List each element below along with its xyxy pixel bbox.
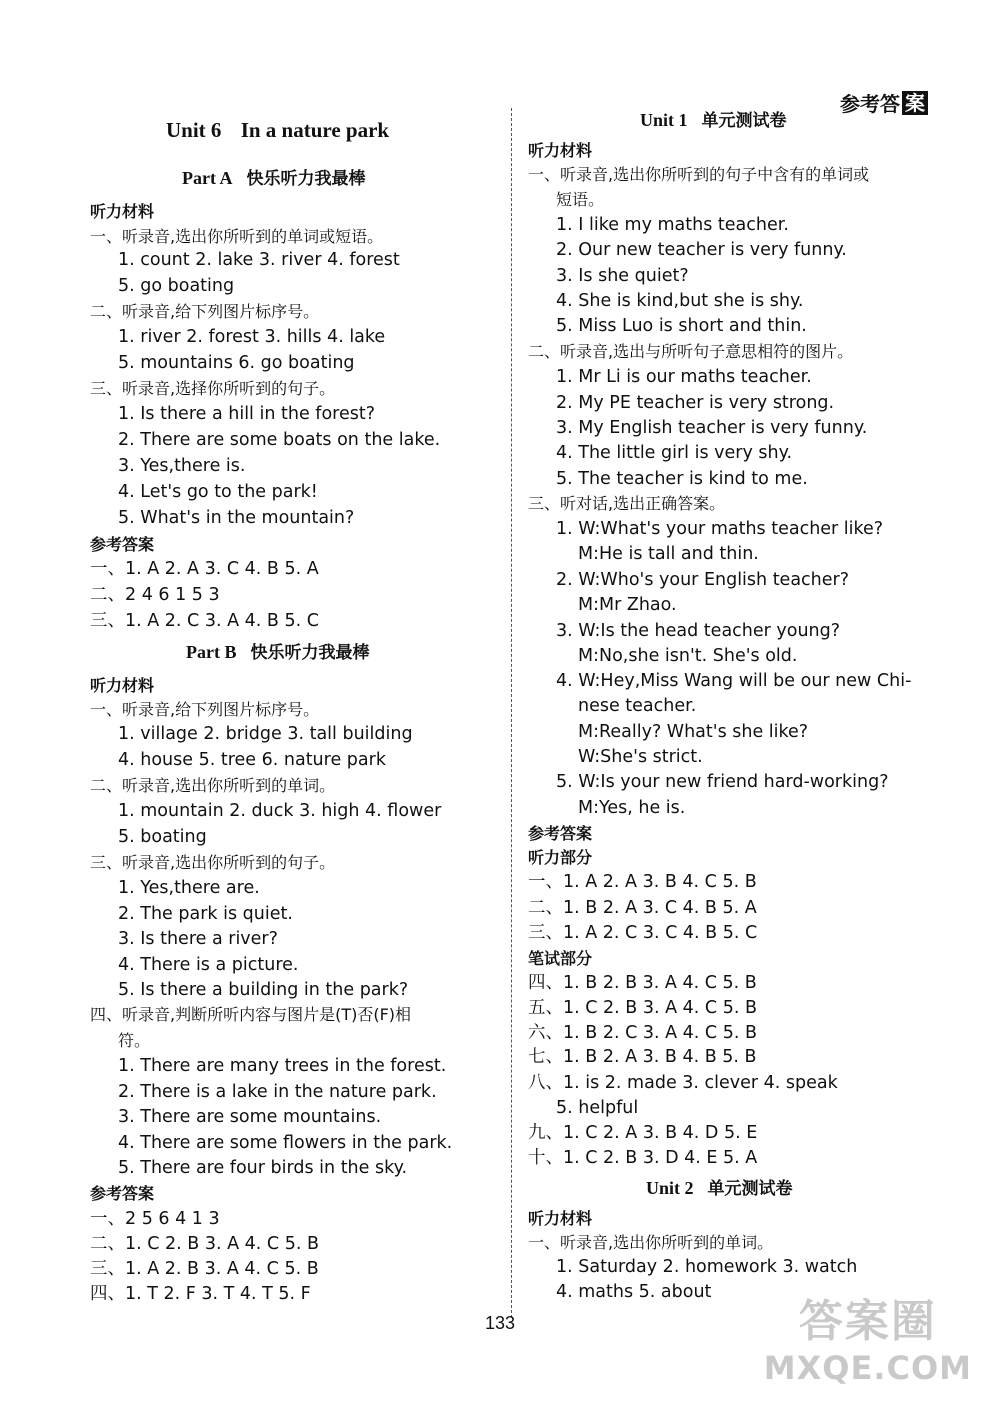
unit1-dialog-2: M:He is tall and thin. xyxy=(578,544,759,564)
unit1-dialog-9: M:Really? What's she like? xyxy=(578,722,809,742)
partB-answer2: 二、1. C 2. B 3. A 4. C 5. B xyxy=(90,1234,319,1254)
unit1-q2-line2: 2. My PE teacher is very strong. xyxy=(556,393,835,413)
unit1-answer3: 三、1. A 2. C 3. C 4. B 5. C xyxy=(528,923,758,943)
column-divider xyxy=(511,108,512,1318)
unit2-listening-label: 听力材料 xyxy=(528,1209,593,1228)
unit1-answer8: 八、1. is 2. made 3. clever 4. speak xyxy=(528,1073,838,1093)
unit1-answer5: 五、1. C 2. B 3. A 4. C 5. B xyxy=(528,998,757,1018)
partB-q1-line2: 4. house 5. tree 6. nature park xyxy=(118,750,386,770)
partB-q3-line3: 3. Is there a river? xyxy=(118,929,278,949)
unit1-dialog-4: M:Mr Zhao. xyxy=(578,595,677,615)
unit1-written-part-label: 笔试部分 xyxy=(528,949,593,968)
partB-q2: 二、听录音,选出你所听到的单词。 xyxy=(90,776,336,795)
partA-answer1: 一、1. A 2. A 3. C 4. B 5. A xyxy=(90,559,319,579)
unit1-dialog-7: 4. W:Hey,Miss Wang will be our new Chi- xyxy=(556,671,912,691)
partB-answers-label: 参考答案 xyxy=(90,1184,155,1203)
unit1-answer10: 十、1. C 2. B 3. D 4. E 5. A xyxy=(528,1148,758,1168)
unit2-q1: 一、听录音,选出你所听到的单词。 xyxy=(528,1233,774,1252)
partB-q4-line5: 5. There are four birds in the sky. xyxy=(118,1158,408,1178)
partA-answer2: 二、2 4 6 1 5 3 xyxy=(90,585,220,605)
unit1-heading xyxy=(640,108,787,133)
unit1-q1: 一、听录音,选出你所听到的句子中含有的单词或 xyxy=(528,165,870,184)
unit1-dialog-10: W:She's strict. xyxy=(578,747,703,767)
partB-q3-line1: 1. Yes,there are. xyxy=(118,878,260,898)
partA-listening-label: 听力材料 xyxy=(90,202,155,221)
unit2-heading-zh: 单元测试卷 xyxy=(707,1179,793,1199)
unit1-dialog-3: 2. W:Who's your English teacher? xyxy=(556,570,850,590)
partB-answer3: 三、1. A 2. B 3. A 4. C 5. B xyxy=(90,1259,319,1279)
partB-q1: 一、听录音,给下列图片标序号。 xyxy=(90,700,320,719)
partB-heading-en: Part B xyxy=(186,642,237,662)
partA-heading-en: Part A xyxy=(182,168,233,188)
unit6-title xyxy=(166,118,389,142)
partB-q4-line1: 1. There are many trees in the forest. xyxy=(118,1056,447,1076)
unit1-q1-line5: 5. Miss Luo is short and thin. xyxy=(556,316,807,336)
unit1-q2-line1: 1. Mr Li is our maths teacher. xyxy=(556,367,812,387)
unit2-heading xyxy=(646,1176,793,1201)
partA-heading-zh: 快乐听力我最棒 xyxy=(246,169,366,189)
unit1-q1-line3: 3. Is she quiet? xyxy=(556,266,689,286)
unit1-answers-label: 参考答案 xyxy=(528,824,593,843)
watermark xyxy=(764,1285,972,1387)
partB-heading-zh: 快乐听力我最棒 xyxy=(250,643,370,663)
watermark-logo: 答案圈 xyxy=(798,1296,937,1347)
partB-q4-cont: 符。 xyxy=(118,1031,151,1050)
unit2-heading-en: Unit 2 xyxy=(646,1178,694,1198)
partA-q3-line2: 2. There are some boats on the lake. xyxy=(118,430,441,450)
unit1-q1-line2: 2. Our new teacher is very funny. xyxy=(556,240,847,260)
partA-q3-line5: 5. What's in the mountain? xyxy=(118,508,355,528)
partA-q1: 一、听录音,选出你所听到的单词或短语。 xyxy=(90,227,384,246)
partB-q3-line5: 5. Is there a building in the park? xyxy=(118,980,409,1000)
unit1-q3: 三、听对话,选出正确答案。 xyxy=(528,494,726,513)
unit1-answer9: 九、1. C 2. A 3. B 4. D 5. E xyxy=(528,1123,758,1143)
partB-q2-line1: 1. mountain 2. duck 3. high 4. flower xyxy=(118,801,442,821)
unit1-q2-line5: 5. The teacher is kind to me. xyxy=(556,469,808,489)
partB-q4: 四、听录音,判断所听内容与图片是(T)否(F)相 xyxy=(90,1005,412,1024)
partA-q3-line4: 4. Let's go to the park! xyxy=(118,482,318,502)
unit1-answer6: 六、1. B 2. C 3. A 4. C 5. B xyxy=(528,1023,757,1043)
partB-q4-line3: 3. There are some mountains. xyxy=(118,1107,382,1127)
partB-q3: 三、听录音,选出你所听到的句子。 xyxy=(90,853,336,872)
unit1-heading-zh: 单元测试卷 xyxy=(701,111,787,131)
unit1-listening-label: 听力材料 xyxy=(528,141,593,160)
partA-q2-line1: 1. river 2. forest 3. hills 4. lake xyxy=(118,327,386,347)
partB-q4-line2: 2. There is a lake in the nature park. xyxy=(118,1082,437,1102)
unit1-answer7: 七、1. B 2. A 3. B 4. B 5. B xyxy=(528,1047,757,1067)
partB-answer4: 四、1. T 2. F 3. T 4. T 5. F xyxy=(90,1284,311,1304)
partA-q1-line1: 1. count 2. lake 3. river 4. forest xyxy=(118,250,400,270)
partB-q3-line2: 2. The park is quiet. xyxy=(118,904,293,924)
unit1-q2-line3: 3. My English teacher is very funny. xyxy=(556,418,868,438)
unit6-title-en2: In a nature park xyxy=(240,118,390,142)
partB-q1-line1: 1. village 2. bridge 3. tall building xyxy=(118,724,413,744)
partB-q2-line2: 5. boating xyxy=(118,827,207,847)
partA-q3-line3: 3. Yes,there is. xyxy=(118,456,246,476)
unit1-answer1: 一、1. A 2. A 3. B 4. C 5. B xyxy=(528,872,757,892)
unit1-q2: 二、听录音,选出与所听句子意思相符的图片。 xyxy=(528,342,854,361)
partB-listening-label: 听力材料 xyxy=(90,676,155,695)
unit2-q1-line2: 4. maths 5. about xyxy=(556,1282,712,1302)
unit1-listening-part-label: 听力部分 xyxy=(528,848,593,867)
partA-heading xyxy=(182,166,365,191)
partA-q2: 二、听录音,给下列图片标序号。 xyxy=(90,302,320,321)
header-label: 参考答 xyxy=(840,92,900,116)
unit1-dialog-5: 3. W:Is the head teacher young? xyxy=(556,621,841,641)
partB-q3-line4: 4. There is a picture. xyxy=(118,955,299,975)
partA-q3-line1: 1. Is there a hill in the forest? xyxy=(118,404,375,424)
unit1-answer4: 四、1. B 2. B 3. A 4. C 5. B xyxy=(528,973,757,993)
unit1-dialog-11: 5. W:Is your new friend hard-working? xyxy=(556,772,889,792)
unit1-q1-line4: 4. She is kind,but she is shy. xyxy=(556,291,804,311)
unit1-q1-cont: 短语。 xyxy=(556,190,605,209)
watermark-url: MXQE.COM xyxy=(763,1349,972,1387)
partB-q4-line4: 4. There are some flowers in the park. xyxy=(118,1133,453,1153)
page-header xyxy=(840,88,928,117)
unit1-dialog-6: M:No,she isn't. She's old. xyxy=(578,646,798,666)
unit1-answer2: 二、1. B 2. A 3. C 4. B 5. A xyxy=(528,898,757,918)
partB-heading xyxy=(186,640,369,665)
unit1-dialog-1: 1. W:What's your maths teacher like? xyxy=(556,519,884,539)
unit1-q1-line1: 1. I like my maths teacher. xyxy=(556,215,789,235)
partA-answer3: 三、1. A 2. C 3. A 4. B 5. C xyxy=(90,611,319,631)
page-number: 133 xyxy=(484,1313,516,1333)
partA-q3: 三、听录音,选择你所听到的句子。 xyxy=(90,379,336,398)
unit1-answer8-cont: 5. helpful xyxy=(556,1098,639,1118)
unit1-dialog-8: nese teacher. xyxy=(578,696,697,716)
unit1-heading-en: Unit 1 xyxy=(640,110,688,130)
partB-answer1: 一、2 5 6 4 1 3 xyxy=(90,1209,220,1229)
unit6-title-en: Unit 6 xyxy=(166,118,222,142)
header-label-boxed: 案 xyxy=(902,91,928,115)
partA-answers-label: 参考答案 xyxy=(90,535,155,554)
unit1-q2-line4: 4. The little girl is very shy. xyxy=(556,443,793,463)
partA-q1-line2: 5. go boating xyxy=(118,276,235,296)
unit1-dialog-12: M:Yes, he is. xyxy=(578,798,686,818)
unit2-q1-line1: 1. Saturday 2. homework 3. watch xyxy=(556,1257,858,1277)
partA-q2-line2: 5. mountains 6. go boating xyxy=(118,353,355,373)
